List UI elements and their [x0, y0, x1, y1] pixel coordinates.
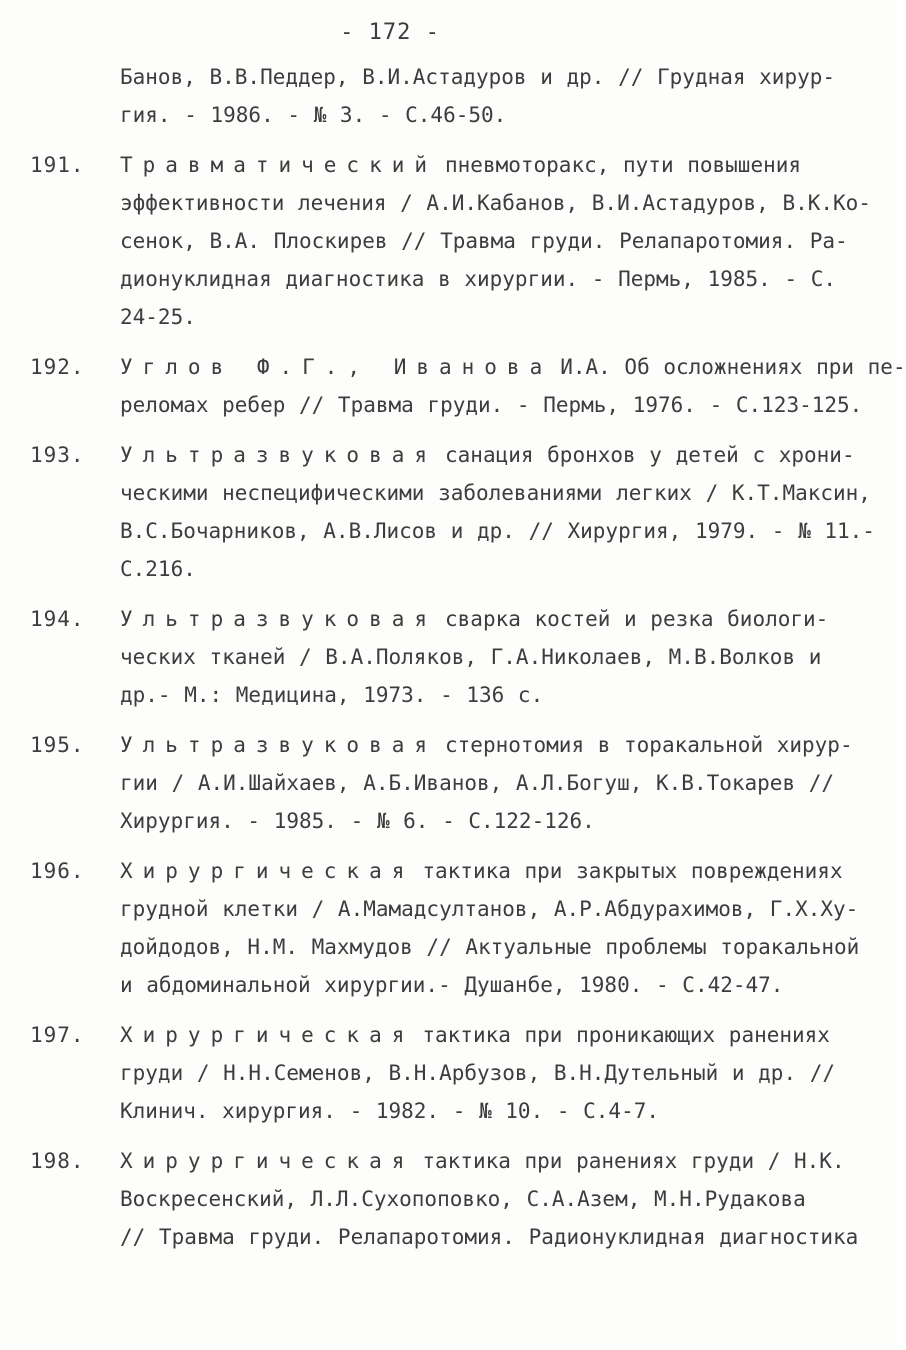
bibliography-list [30, 58, 906, 1268]
entry-line: ческих тканей / В.А.Поляков, Г.А.Николаев, М.В.Волков и [120, 645, 822, 669]
entry-line: сенок, В.А. Плоскирев // Травма груди. Релапаротомия. Ра- [120, 229, 848, 253]
entry-line: дионуклидная диагностика в хирургии. - Пермь, 1985. - С. [120, 267, 837, 291]
entry-text [120, 436, 875, 588]
entry-line: тактика при закрытых повреждениях [422, 859, 843, 883]
entry-line: ческими неспецифическими заболеваниями легких / К.Т.Максин, [120, 481, 871, 505]
entry-line: гии / А.И.Шайхаев, А.Б.Иванов, А.Л.Богуш, К.В.Токарев // [120, 771, 835, 795]
entry-line: эффективности лечения / А.И.Кабанов, В.И.Астадуров, В.К.Ко- [120, 191, 871, 215]
entry-lead-term: Травматический [120, 153, 438, 177]
entry-line: стернотомия в торакальной хирур- [445, 733, 853, 757]
entry-lead-term: Хирургическая [120, 1149, 415, 1173]
entry-text [120, 726, 870, 840]
entry-line: тактика при проникающих ранениях [422, 1023, 830, 1047]
entry-line: санация бронхов у детей с хрони- [445, 443, 855, 467]
entry-number: 197. [30, 1023, 85, 1047]
entry-line: реломах ребер // Травма груди. - Пермь, 1976. - С.123-125. [120, 393, 863, 417]
bibliography-entry-198 [30, 1142, 870, 1256]
entry-line: Воскресенский, Л.Л.Сухопоповко, С.А.Азем, М.Н.Рудакова [120, 1187, 806, 1211]
bibliography-entry-191 [30, 146, 870, 336]
entry-line: С.216. [120, 557, 196, 581]
entry-text [120, 852, 870, 1004]
entry-line: тактика при ранениях груди / Н.К. [422, 1149, 845, 1173]
entry-lead-term: Ультразвуковая [120, 733, 438, 757]
entry-number: 195. [30, 733, 85, 757]
entry-lead-term: Ультразвуковая [120, 443, 438, 467]
entry-lead-term: Углов Ф.Г., Иванова [120, 355, 553, 379]
entry-number: 198. [30, 1149, 85, 1173]
bibliography-entry-193 [30, 436, 875, 588]
entry-number: 193. [30, 443, 85, 467]
entry-number: 191. [30, 153, 85, 177]
entry-text [120, 1016, 870, 1130]
bibliography-entry-197 [30, 1016, 870, 1130]
bibliography-entry-196 [30, 852, 870, 1004]
entry-line: др.- М.: Медицина, 1973. - 136 с. [120, 683, 544, 707]
bibliography-entry-194 [30, 600, 870, 714]
entry-line: сварка костей и резка биологи- [445, 607, 829, 631]
entry-line: И.А. Об осложнениях при пе- [560, 355, 906, 379]
entry-text [120, 600, 870, 714]
bibliography-entry-192 [30, 348, 906, 424]
entry-text [120, 1142, 870, 1256]
entry-line: грудной клетки / А.Мамадсултанов, А.Р.Абдурахимов, Г.Х.Ху- [120, 897, 859, 921]
continued-line: гия. - 1986. - № 3. - С.46-50. [120, 103, 507, 127]
continued-entry [30, 58, 870, 134]
entry-line: 24-25. [120, 305, 196, 329]
entry-number: 194. [30, 607, 85, 631]
entry-line: Клинич. хирургия. - 1982. - № 10. - С.4-7. [120, 1099, 660, 1123]
entry-line: пневмоторакс, пути повышения [445, 153, 802, 177]
entry-line: Хирургия. - 1985. - № 6. - С.122-126. [120, 809, 595, 833]
entry-line: В.С.Бочарников, А.В.Лисов и др. // Хирургия, 1979. - № 11.- [120, 519, 875, 543]
entry-lead-term: Хирургическая [120, 1023, 415, 1047]
continued-line: Банов, В.В.Педдер, В.И.Астадуров и др. // Грудная хирур- [120, 65, 836, 89]
entry-line: дойдодов, Н.М. Махмудов // Актуальные проблемы торакальной [120, 935, 860, 959]
entry-lead-term: Ультразвуковая [120, 607, 438, 631]
entry-number: 192. [30, 355, 85, 379]
entry-text [120, 146, 870, 336]
entry-line: груди / Н.Н.Семенов, В.Н.Арбузов, В.Н.Дутельный и др. // [120, 1061, 836, 1085]
entry-line: и абдоминальной хирургии.- Душанбе, 1980. - С.42-47. [120, 973, 784, 997]
entry-lead-term: Хирургическая [120, 859, 415, 883]
bibliography-entry-195 [30, 726, 870, 840]
entry-number: 196. [30, 859, 85, 883]
page-number: - 172 - [340, 20, 440, 45]
entry-text [120, 348, 906, 424]
entry-line: // Травма груди. Релапаротомия. Радионуклидная диагностика [120, 1225, 859, 1249]
